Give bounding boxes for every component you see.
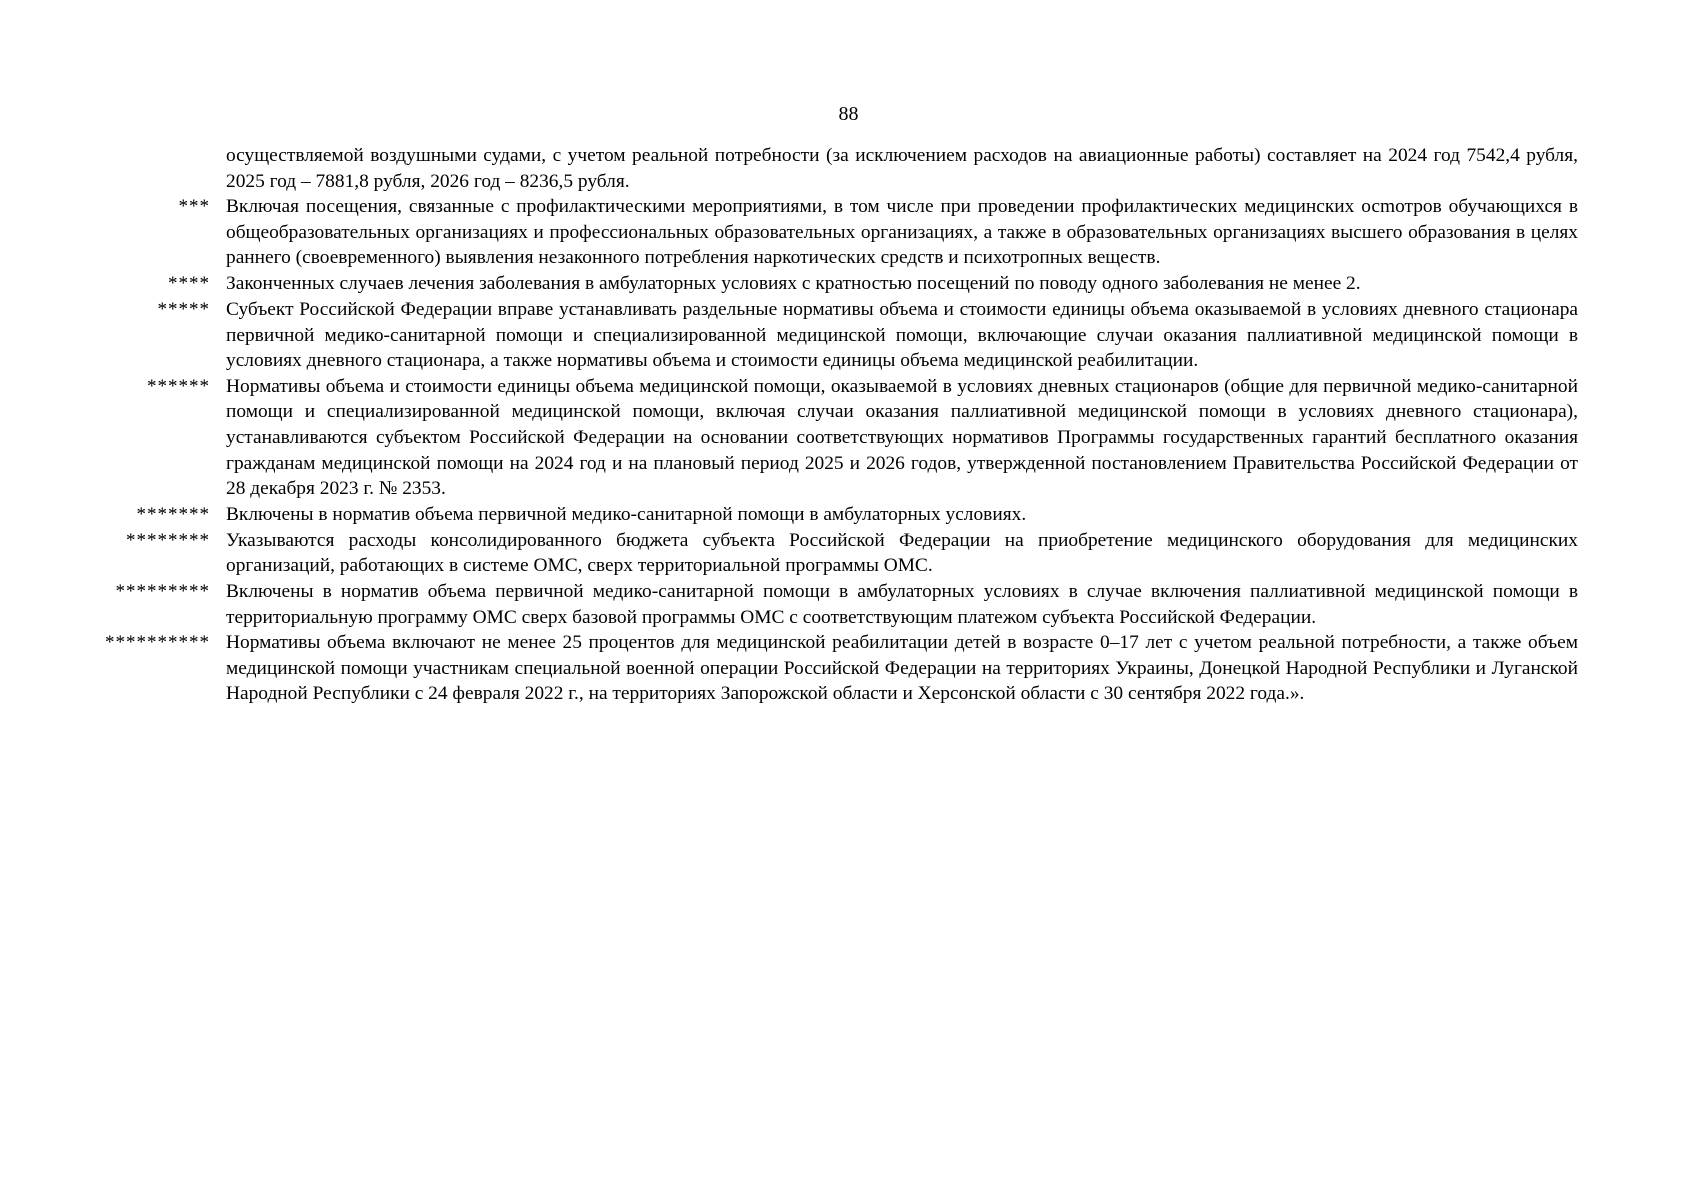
footnote-7-stars bbox=[100, 502, 1578, 528]
footnote-marker: ******** bbox=[126, 529, 210, 551]
footnote-marker: ********* bbox=[115, 580, 210, 602]
footnote-continuation bbox=[100, 143, 1578, 194]
page-number: 88 bbox=[838, 103, 859, 125]
footnote-marker: ******* bbox=[136, 503, 210, 525]
footnote-4-stars bbox=[100, 271, 1578, 297]
footnote-8-stars bbox=[100, 528, 1578, 579]
footnote-marker: ****** bbox=[147, 375, 210, 397]
footnote-text: Законченных случаев лечения заболевания в амбулаторных условиях с кратностью посещений по поводу одного заболевания не менее 2. bbox=[226, 272, 1361, 294]
footnote-marker: *** bbox=[178, 196, 210, 218]
footnote-text: Субъект Российской Федерации вправе устанавливать раздельные нормативы объема и стоимости единицы объема оказываемой в условиях дневного стационара первичной медико-санитарной помощи и специализированной медицинской помощи, включающие случаи оказания паллиативной медицинской помощи в условиях дневного стационара, а также нормативы объема и стоимости единицы объема медицинской реабилитации. bbox=[226, 298, 1578, 372]
footnote-marker: ***** bbox=[157, 298, 210, 320]
footnote-5-stars bbox=[100, 297, 1578, 374]
footnote-3-stars bbox=[100, 194, 1578, 271]
footnote-text: Указываются расходы консолидированного бюджета субъекта Российской Федерации на приобретение медицинского оборудования для медицинских организаций, работающих в системе ОМС, сверх территориальной программы ОМС. bbox=[226, 529, 1578, 577]
footnotes-list bbox=[100, 143, 1578, 707]
footnote-10-stars bbox=[100, 630, 1578, 707]
footnote-marker: **** bbox=[168, 272, 210, 294]
footnote-marker: ********** bbox=[105, 632, 210, 654]
footnote-text: Нормативы объема и стоимости единицы объема медицинской помощи, оказываемой в условиях дневных стационаров (общие для первичной медико-санитарной помощи и специализированной медицинской помощи, включая случаи оказания паллиативной медицинской помощи в условиях дневного стационара), устанавливаются субъектом Российской Федерации на основании соответствующих нормативов Программы государственных гарантий бесплатного оказания гражданам медицинской помощи на 2024 год и на плановый период 2025 и 2026 годов, утвержденной постановлением Правительства Российской Федерации от 28 декабря 2023 г. № 2353. bbox=[226, 375, 1578, 500]
footnote-text: Нормативы объема включают не менее 25 процентов для медицинской реабилитации детей в возрасте 0–17 лет с учетом реальной потребности, а также объем медицинской помощи участникам специальной военной операции Российской Федерации на территориях Украины, Донецкой Народной Республики и Луганской Народной Республики с 24 февраля 2022 г., на территориях Запорожской области и Херсонской области с 30 сентября 2022 года.». bbox=[226, 632, 1578, 705]
footnote-text: осуществляемой воздушными судами, с учетом реальной потребности (за исключением расходов на авиационные работы) составляет на 2024 год 7542,4 рубля, 2025 год – 7881,8 рубля, 2026 год – 8236,5 рубля. bbox=[226, 145, 1578, 192]
footnote-text: Включены в норматив объема первичной медико-санитарной помощи в амбулаторных условиях. bbox=[226, 503, 1027, 525]
footnote-text: Включены в норматив объема первичной медико-санитарной помощи в амбулаторных условиях в случае включения паллиативной медицинской помощи в территориальную программу ОМС сверх базовой программы ОМС с соответствующим платежом субъекта Российской Федерации. bbox=[226, 580, 1578, 628]
footnote-text: Включая посещения, связанные с профилактическими мероприятиями, в том числе при проведении профилактических медицинских осmотров обучающихся в общеобразовательных организациях и профессиональных образовательных организациях, а также в образовательных организациях высшего образования в целях раннего (своевременного) выявления незаконного потребления наркотических средств и психотропных веществ. bbox=[226, 196, 1578, 269]
footnote-6-stars bbox=[100, 374, 1578, 502]
footnote-9-stars bbox=[100, 579, 1578, 630]
